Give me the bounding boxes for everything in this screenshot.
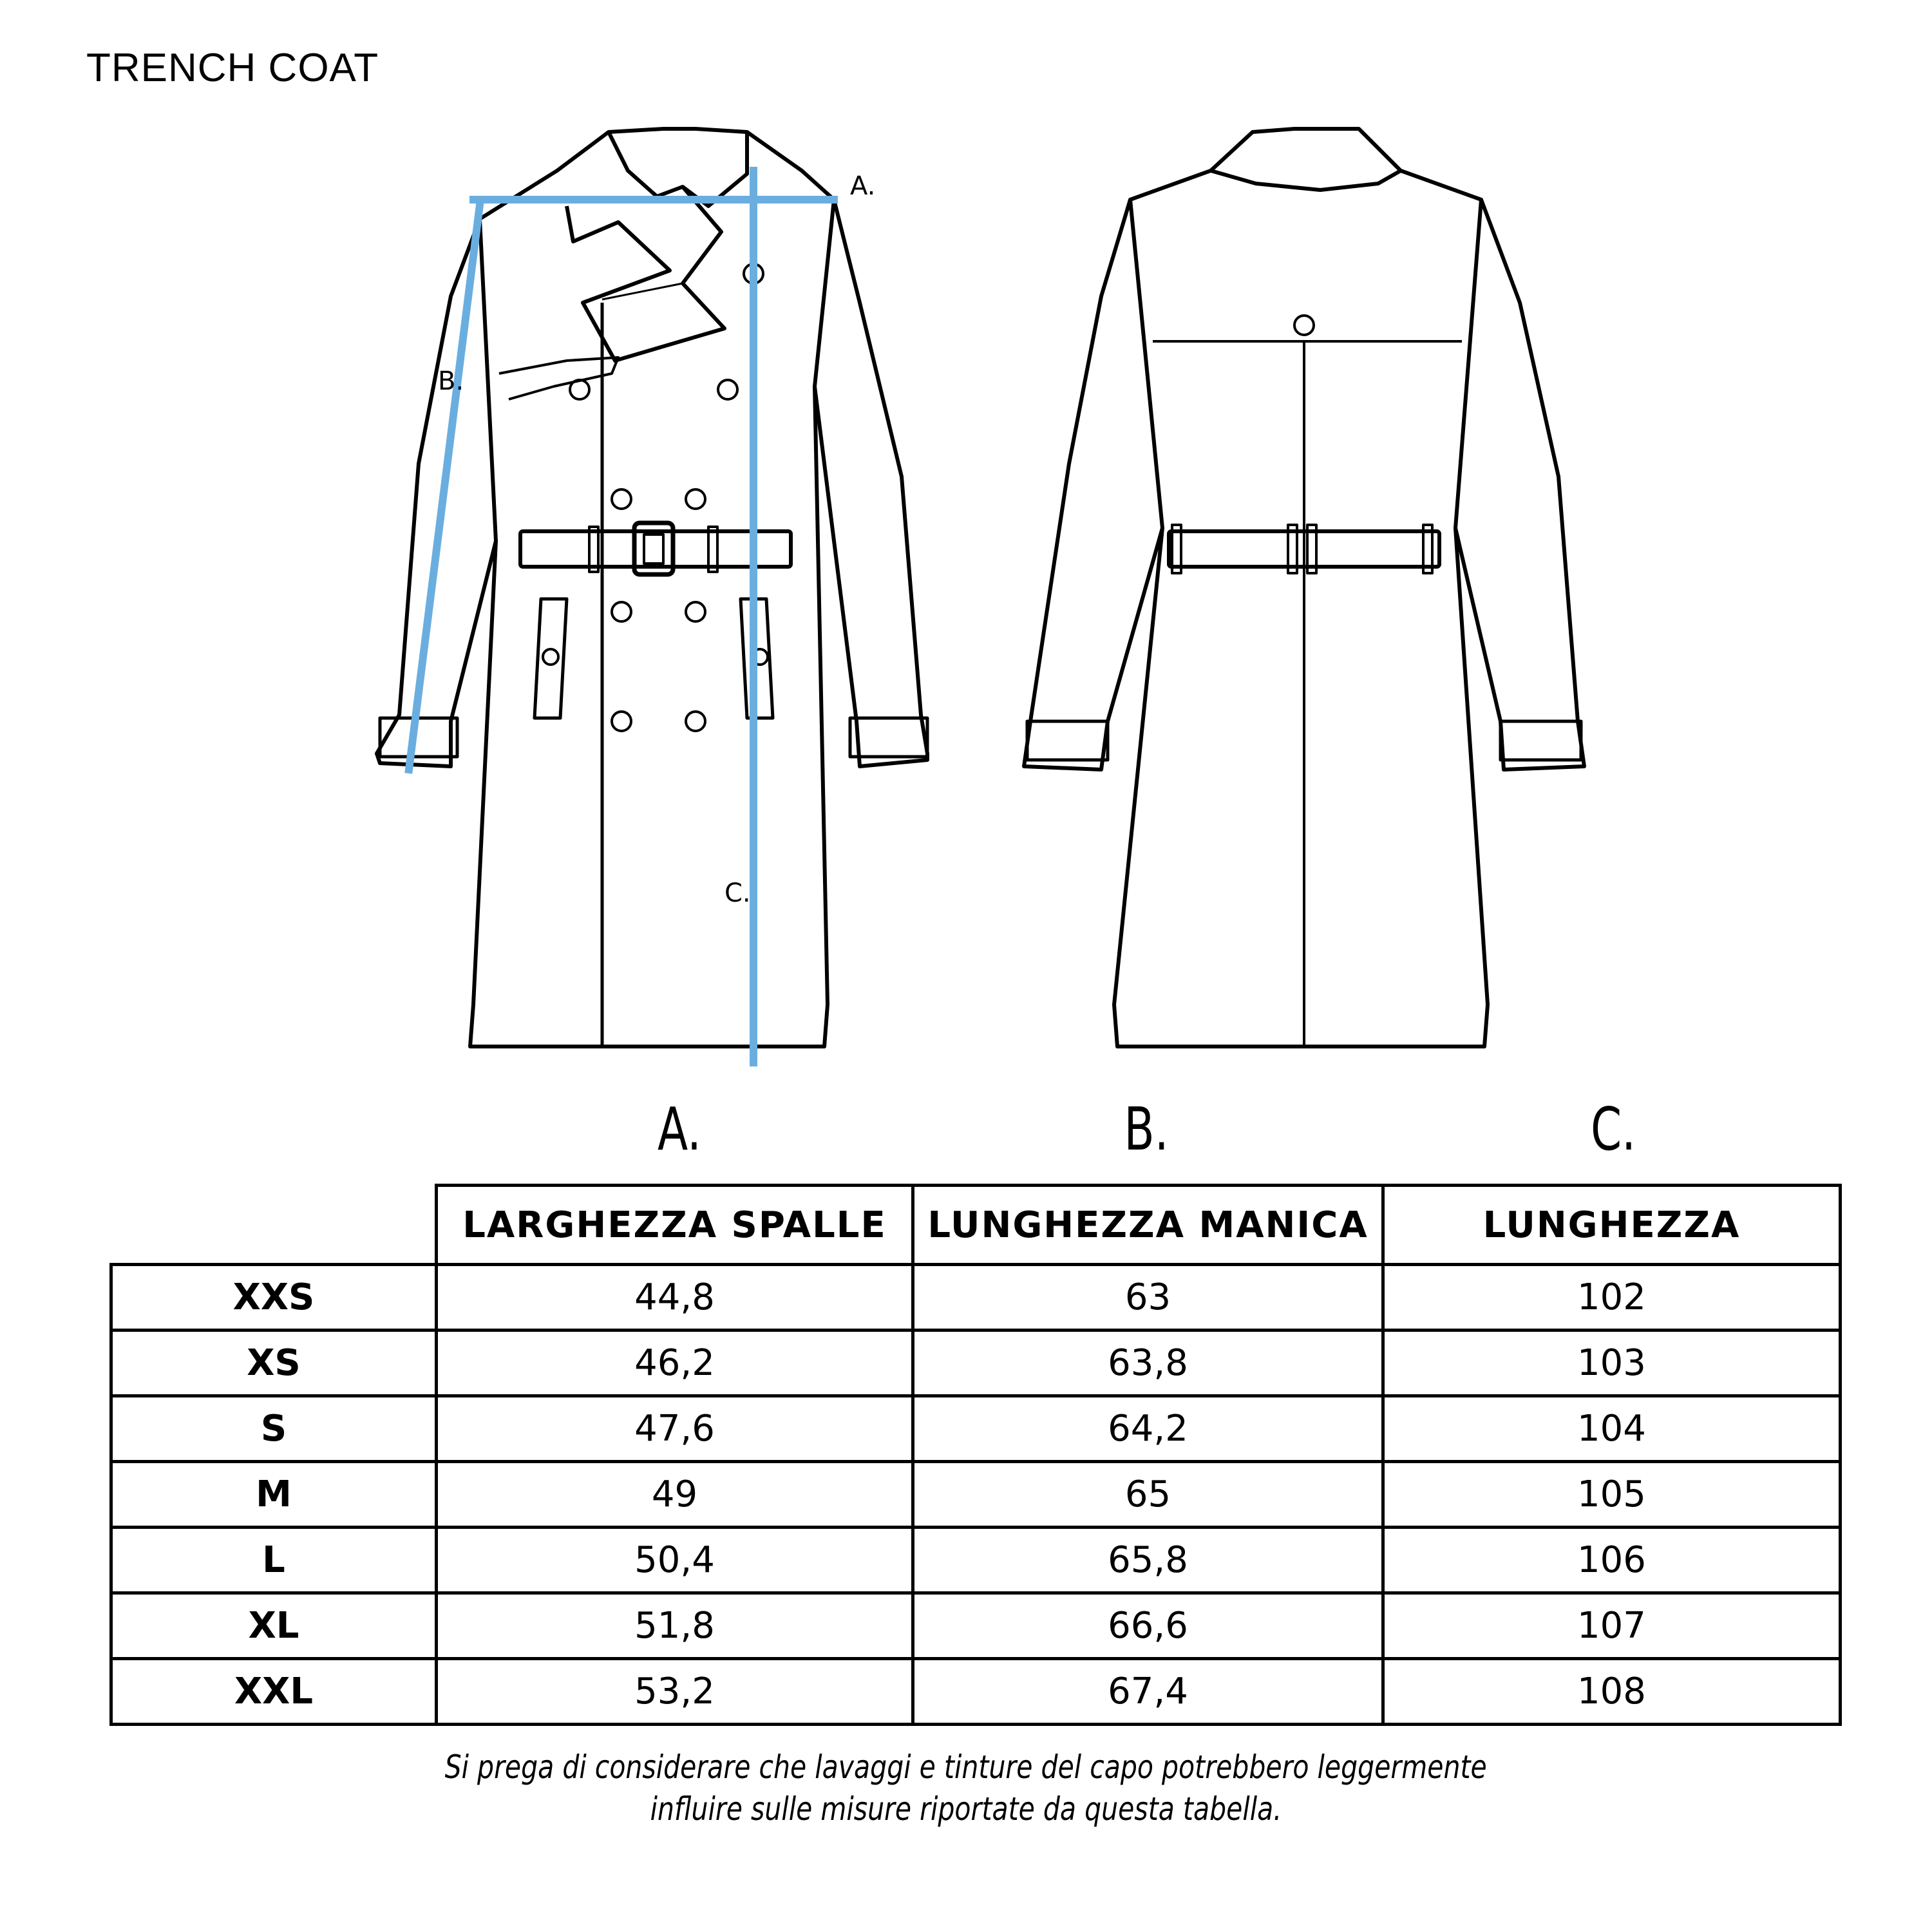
front-left-sleeve — [377, 219, 496, 766]
table-header-empty — [111, 1186, 437, 1265]
size-label: L — [111, 1528, 437, 1593]
size-label: M — [111, 1462, 437, 1528]
table-cell: 49 — [437, 1462, 913, 1528]
table-header-shoulder-width: LARGHEZZA SPALLE — [437, 1186, 913, 1265]
table-header-sleeve-length: LUNGHEZZA MANICA — [913, 1186, 1383, 1265]
front-label-c: C. — [724, 878, 751, 908]
table-cell: 106 — [1383, 1528, 1841, 1593]
column-letter-b: B. — [1124, 1095, 1169, 1164]
footnote-line-1: Si prega di considerare che lavaggi e tinture del capo potrebbero leggermente — [444, 1748, 1488, 1786]
back-body-outline — [1114, 129, 1488, 1046]
table-cell: 51,8 — [437, 1593, 913, 1659]
front-body-outline — [470, 129, 834, 1046]
table-cell: 107 — [1383, 1593, 1841, 1659]
table-row — [111, 1462, 1841, 1528]
table-cell: 108 — [1383, 1659, 1841, 1725]
front-collar — [609, 132, 747, 206]
front-label-a: A. — [850, 171, 876, 201]
size-table — [109, 1184, 1842, 1726]
table-cell: 63,8 — [913, 1331, 1383, 1396]
size-label: XL — [111, 1593, 437, 1659]
measurement-lines — [409, 171, 834, 1063]
back-left-sleeve — [1024, 200, 1162, 770]
table-row — [111, 1593, 1841, 1659]
size-label: XS — [111, 1331, 437, 1396]
table-cell: 53,2 — [437, 1659, 913, 1725]
table-cell: 63 — [913, 1265, 1383, 1331]
page-title: TRENCH COAT — [86, 46, 379, 90]
table-cell: 65 — [913, 1462, 1383, 1528]
table-row — [111, 1528, 1841, 1593]
back-collar — [1211, 171, 1401, 190]
front-left-pocket — [535, 599, 567, 718]
table-cell: 67,4 — [913, 1659, 1383, 1725]
table-cell: 66,6 — [913, 1593, 1383, 1659]
column-letter-a: A. — [658, 1095, 701, 1164]
table-cell: 46,2 — [437, 1331, 913, 1396]
table-header-length: LUNGHEZZA — [1383, 1186, 1841, 1265]
footnote-line-2: influire sulle misure riportate da questa tabella. — [650, 1790, 1282, 1828]
coat-front-drawing — [377, 129, 927, 1046]
table-cell: 44,8 — [437, 1265, 913, 1331]
table-row — [111, 1331, 1841, 1396]
measure-line-b — [409, 205, 480, 770]
table-cell: 65,8 — [913, 1528, 1383, 1593]
table-cell: 64,2 — [913, 1396, 1383, 1462]
table-cell: 103 — [1383, 1331, 1841, 1396]
table-header-row — [111, 1186, 1841, 1265]
table-cell: 104 — [1383, 1396, 1841, 1462]
size-label: XXS — [111, 1265, 437, 1331]
column-letter-c: C. — [1590, 1095, 1636, 1164]
table-cell: 105 — [1383, 1462, 1841, 1528]
coat-back-drawing — [1024, 129, 1584, 1046]
table-row — [111, 1265, 1841, 1331]
table-row — [111, 1396, 1841, 1462]
table-cell: 102 — [1383, 1265, 1841, 1331]
front-label-b: B. — [438, 366, 464, 396]
size-label: S — [111, 1396, 437, 1462]
size-label: XXL — [111, 1659, 437, 1725]
table-row — [111, 1659, 1841, 1725]
table-cell: 50,4 — [437, 1528, 913, 1593]
front-right-sleeve — [815, 200, 927, 766]
table-cell: 47,6 — [437, 1396, 913, 1462]
